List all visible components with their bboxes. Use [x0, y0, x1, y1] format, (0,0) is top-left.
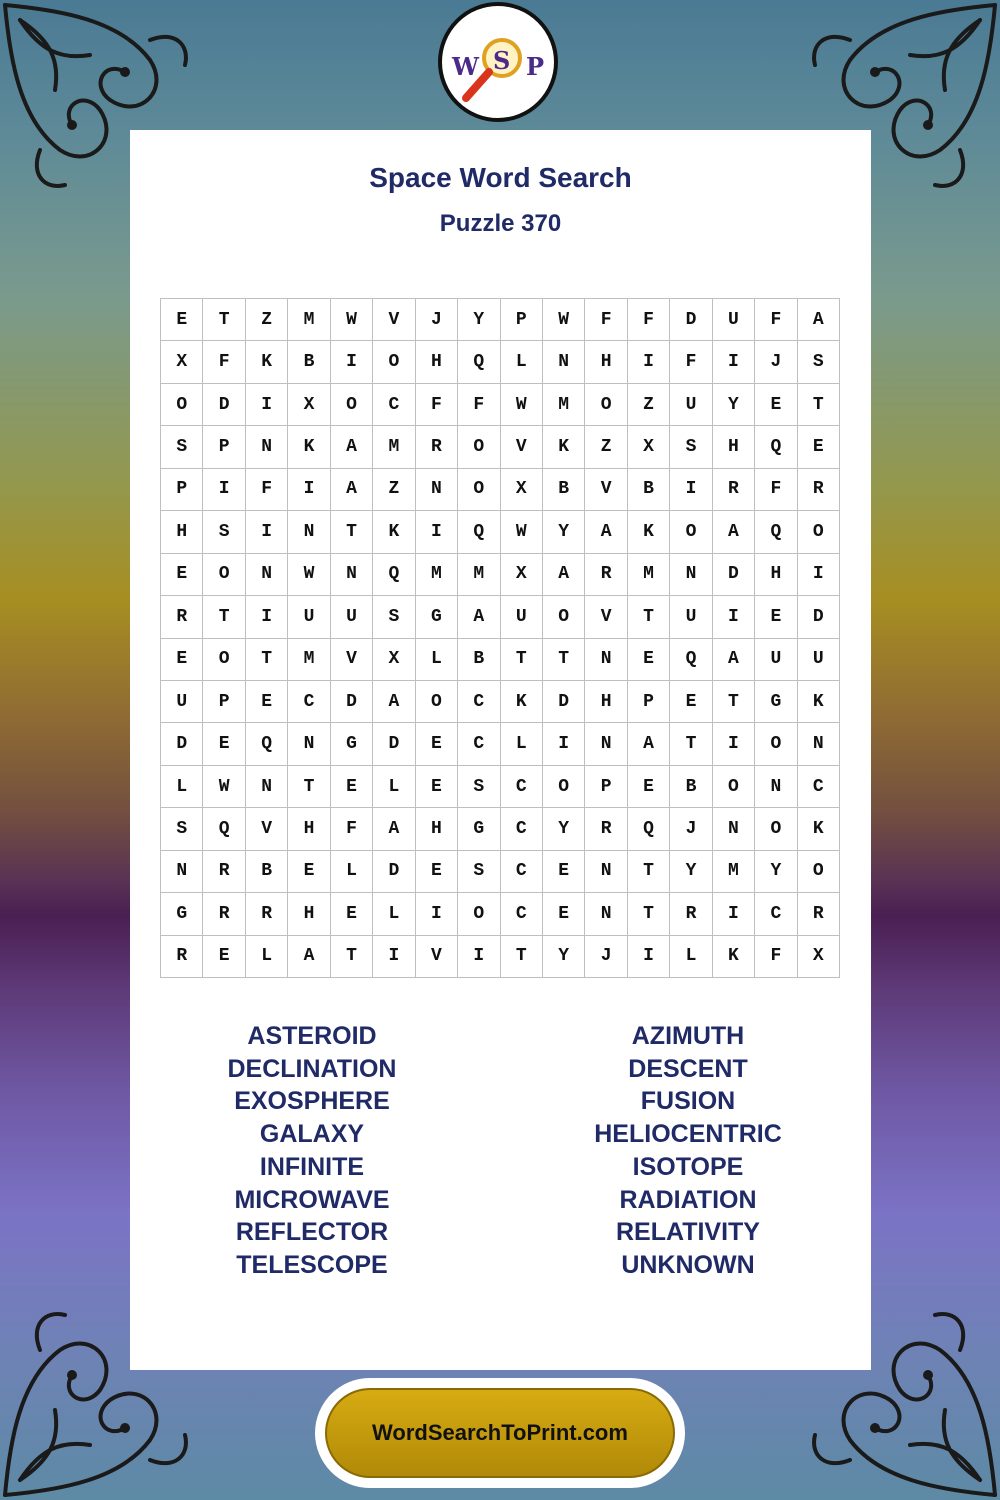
word-list-item: DESCENT — [628, 1054, 748, 1083]
grid-cell[interactable]: F — [458, 384, 500, 426]
logo-letter-p: P — [526, 52, 545, 81]
grid-cell[interactable]: B — [246, 851, 288, 893]
word-list-item: EXOSPHERE — [234, 1087, 390, 1116]
word-list-item: GALAXY — [259, 1120, 365, 1149]
grid-cell[interactable]: N — [585, 639, 627, 681]
grid-cell[interactable]: O — [713, 766, 755, 808]
grid-cell[interactable]: Z — [373, 469, 415, 511]
grid-cell[interactable]: X — [373, 639, 415, 681]
grid-cell[interactable]: R — [670, 893, 712, 935]
grid-cell[interactable]: C — [501, 851, 543, 893]
grid-cell[interactable]: P — [203, 426, 245, 468]
grid-cell[interactable]: P — [501, 299, 543, 341]
grid-cell[interactable]: C — [501, 808, 543, 850]
grid-cell[interactable]: L — [331, 851, 373, 893]
grid-cell[interactable]: H — [416, 808, 458, 850]
grid-cell[interactable]: Y — [543, 511, 585, 553]
grid-cell[interactable]: H — [288, 808, 330, 850]
grid-cell[interactable]: A — [331, 469, 373, 511]
grid-cell[interactable]: I — [416, 893, 458, 935]
grid-cell[interactable]: I — [628, 936, 670, 978]
grid-cell[interactable]: L — [373, 766, 415, 808]
grid-cell[interactable]: M — [288, 639, 330, 681]
word-list-item: TELESCOPE — [236, 1250, 388, 1279]
grid-cell[interactable]: I — [713, 341, 755, 383]
grid-cell[interactable]: U — [501, 596, 543, 638]
grid-cell[interactable]: X — [501, 554, 543, 596]
grid-cell[interactable]: S — [161, 426, 203, 468]
grid-cell[interactable]: A — [373, 681, 415, 723]
grid-cell[interactable]: I — [458, 936, 500, 978]
grid-cell[interactable]: B — [628, 469, 670, 511]
grid-cell[interactable]: I — [246, 511, 288, 553]
grid-cell[interactable]: N — [416, 469, 458, 511]
grid-cell[interactable]: J — [670, 808, 712, 850]
grid-cell[interactable]: K — [501, 681, 543, 723]
grid-cell[interactable]: C — [458, 723, 500, 765]
grid-cell[interactable]: N — [670, 554, 712, 596]
grid-cell[interactable]: F — [755, 299, 797, 341]
grid-cell[interactable]: I — [331, 341, 373, 383]
grid-cell[interactable]: V — [373, 299, 415, 341]
word-list-item: DECLINATION — [227, 1054, 397, 1083]
grid-cell[interactable]: V — [585, 596, 627, 638]
grid-cell[interactable]: E — [755, 596, 797, 638]
grid-cell[interactable]: R — [713, 469, 755, 511]
grid-cell[interactable]: H — [161, 511, 203, 553]
grid-cell[interactable]: E — [416, 851, 458, 893]
grid-cell[interactable]: N — [288, 511, 330, 553]
grid-cell[interactable]: L — [373, 893, 415, 935]
grid-cell[interactable]: D — [161, 723, 203, 765]
grid-cell[interactable]: D — [373, 723, 415, 765]
grid-cell[interactable]: T — [501, 639, 543, 681]
word-list-item: REFLECTOR — [235, 1218, 389, 1247]
grid-cell[interactable]: W — [288, 554, 330, 596]
grid-cell[interactable]: O — [543, 766, 585, 808]
grid-cell[interactable]: T — [713, 681, 755, 723]
grid-cell[interactable]: O — [161, 384, 203, 426]
grid-cell[interactable]: K — [798, 808, 840, 850]
grid-cell[interactable]: N — [246, 766, 288, 808]
grid-cell[interactable]: N — [543, 341, 585, 383]
grid-cell[interactable]: X — [798, 936, 840, 978]
grid-cell[interactable]: I — [246, 596, 288, 638]
word-list-item: INFINITE — [259, 1152, 365, 1181]
grid-cell[interactable]: F — [670, 341, 712, 383]
grid-cell[interactable]: K — [713, 936, 755, 978]
grid-cell[interactable]: B — [458, 639, 500, 681]
grid-cell[interactable]: E — [161, 299, 203, 341]
grid-cell[interactable]: U — [798, 639, 840, 681]
grid-cell[interactable]: O — [458, 426, 500, 468]
grid-cell[interactable]: P — [585, 766, 627, 808]
grid-cell[interactable]: E — [755, 384, 797, 426]
grid-cell[interactable]: H — [288, 893, 330, 935]
grid-cell[interactable]: E — [203, 936, 245, 978]
grid-cell[interactable]: S — [798, 341, 840, 383]
grid-cell[interactable]: N — [161, 851, 203, 893]
grid-cell[interactable]: Z — [585, 426, 627, 468]
grid-cell[interactable]: D — [543, 681, 585, 723]
grid-cell[interactable]: Y — [543, 936, 585, 978]
grid-cell[interactable]: W — [501, 511, 543, 553]
grid-cell[interactable]: X — [501, 469, 543, 511]
grid-cell[interactable]: O — [798, 851, 840, 893]
grid-cell[interactable]: R — [585, 808, 627, 850]
grid-cell[interactable]: S — [373, 596, 415, 638]
grid-cell[interactable]: I — [416, 511, 458, 553]
grid-cell[interactable]: N — [246, 554, 288, 596]
grid-cell[interactable]: B — [288, 341, 330, 383]
grid-cell[interactable]: Y — [713, 384, 755, 426]
grid-cell[interactable]: Y — [458, 299, 500, 341]
grid-cell[interactable]: N — [713, 808, 755, 850]
website-link-button[interactable]: WordSearchToPrint.com — [325, 1388, 675, 1478]
grid-cell[interactable]: E — [628, 639, 670, 681]
grid-cell[interactable]: T — [628, 893, 670, 935]
grid-cell[interactable]: A — [585, 511, 627, 553]
grid-cell[interactable]: O — [543, 596, 585, 638]
grid-cell[interactable]: O — [458, 469, 500, 511]
grid-cell[interactable]: S — [203, 511, 245, 553]
grid-cell[interactable]: S — [458, 766, 500, 808]
word-list-right — [538, 1020, 838, 1282]
grid-cell[interactable]: I — [628, 341, 670, 383]
grid-cell[interactable]: C — [373, 384, 415, 426]
grid-cell[interactable]: T — [628, 851, 670, 893]
grid-cell[interactable]: T — [543, 639, 585, 681]
grid-cell[interactable]: D — [798, 596, 840, 638]
grid-cell[interactable]: A — [628, 723, 670, 765]
grid-cell[interactable]: O — [755, 808, 797, 850]
word-list-item: AZIMUTH — [631, 1022, 745, 1050]
grid-cell[interactable]: M — [543, 384, 585, 426]
grid-cell[interactable]: N — [246, 426, 288, 468]
grid-cell[interactable]: Q — [458, 341, 500, 383]
grid-cell[interactable]: F — [416, 384, 458, 426]
word-list-item: UNKNOWN — [621, 1250, 755, 1279]
grid-cell[interactable]: I — [288, 469, 330, 511]
grid-cell[interactable]: M — [458, 554, 500, 596]
grid-cell[interactable]: O — [331, 384, 373, 426]
grid-cell[interactable]: M — [628, 554, 670, 596]
grid-cell[interactable]: D — [713, 554, 755, 596]
grid-cell[interactable]: E — [288, 851, 330, 893]
grid-cell[interactable]: I — [670, 469, 712, 511]
grid-cell[interactable]: N — [331, 554, 373, 596]
grid-cell[interactable]: Z — [628, 384, 670, 426]
word-list-item: ASTEROID — [247, 1022, 377, 1050]
grid-cell[interactable]: R — [246, 893, 288, 935]
grid-cell[interactable]: I — [543, 723, 585, 765]
grid-cell[interactable]: Q — [628, 808, 670, 850]
grid-cell[interactable]: I — [713, 893, 755, 935]
grid-cell[interactable]: F — [585, 299, 627, 341]
grid-cell[interactable]: Y — [755, 851, 797, 893]
grid-cell[interactable]: T — [798, 384, 840, 426]
grid-cell[interactable]: E — [246, 681, 288, 723]
grid-cell[interactable]: V — [585, 469, 627, 511]
grid-cell[interactable]: O — [203, 639, 245, 681]
grid-cell[interactable]: R — [203, 851, 245, 893]
grid-cell[interactable]: R — [798, 893, 840, 935]
grid-cell[interactable]: R — [203, 893, 245, 935]
grid-cell[interactable]: Y — [543, 808, 585, 850]
grid-cell[interactable]: H — [585, 341, 627, 383]
grid-cell[interactable]: U — [713, 299, 755, 341]
grid-cell[interactable]: R — [416, 426, 458, 468]
grid-cell[interactable]: Q — [458, 511, 500, 553]
grid-cell[interactable]: T — [331, 936, 373, 978]
grid-cell[interactable]: K — [543, 426, 585, 468]
grid-cell[interactable]: I — [798, 554, 840, 596]
grid-cell[interactable]: Q — [246, 723, 288, 765]
grid-cell[interactable]: M — [373, 426, 415, 468]
grid-cell[interactable]: L — [501, 723, 543, 765]
grid-cell[interactable]: N — [585, 893, 627, 935]
grid-cell[interactable]: U — [670, 384, 712, 426]
grid-cell[interactable]: W — [331, 299, 373, 341]
grid-cell[interactable]: W — [501, 384, 543, 426]
grid-cell[interactable]: I — [246, 384, 288, 426]
grid-cell[interactable]: F — [755, 469, 797, 511]
grid-cell[interactable]: M — [416, 554, 458, 596]
grid-cell[interactable]: N — [585, 851, 627, 893]
grid-cell[interactable]: E — [670, 681, 712, 723]
grid-cell[interactable]: A — [713, 639, 755, 681]
grid-cell[interactable]: R — [798, 469, 840, 511]
grid-cell[interactable]: Z — [246, 299, 288, 341]
grid-cell[interactable]: I — [373, 936, 415, 978]
grid-cell[interactable]: C — [798, 766, 840, 808]
grid-cell[interactable]: Q — [755, 426, 797, 468]
grid-cell[interactable]: H — [755, 554, 797, 596]
word-list-item: MICROWAVE — [234, 1185, 390, 1214]
grid-cell[interactable]: C — [501, 893, 543, 935]
grid-cell[interactable]: V — [501, 426, 543, 468]
word-list-item: ISOTOPE — [632, 1152, 744, 1181]
grid-cell[interactable]: T — [203, 299, 245, 341]
grid-cell[interactable]: W — [203, 766, 245, 808]
grid-cell[interactable]: T — [628, 596, 670, 638]
grid-cell[interactable]: E — [628, 766, 670, 808]
grid-cell[interactable]: T — [501, 936, 543, 978]
word-list-item: FUSION — [640, 1087, 736, 1116]
grid-cell[interactable]: V — [246, 808, 288, 850]
grid-cell[interactable]: C — [288, 681, 330, 723]
grid-cell[interactable]: F — [755, 936, 797, 978]
grid-cell[interactable]: K — [246, 341, 288, 383]
grid-cell[interactable]: B — [670, 766, 712, 808]
grid-cell[interactable]: X — [161, 341, 203, 383]
grid-cell[interactable]: G — [161, 893, 203, 935]
grid-cell[interactable]: N — [288, 723, 330, 765]
grid-cell[interactable]: P — [628, 681, 670, 723]
grid-cell[interactable]: J — [755, 341, 797, 383]
grid-cell[interactable]: W — [543, 299, 585, 341]
grid-cell[interactable]: P — [161, 469, 203, 511]
grid-cell[interactable]: V — [416, 936, 458, 978]
grid-cell[interactable]: A — [713, 511, 755, 553]
grid-cell[interactable]: U — [161, 681, 203, 723]
grid-cell[interactable]: V — [331, 639, 373, 681]
grid-cell[interactable]: A — [543, 554, 585, 596]
grid-cell[interactable]: A — [331, 426, 373, 468]
grid-cell[interactable]: I — [203, 469, 245, 511]
grid-cell[interactable]: E — [161, 554, 203, 596]
grid-cell[interactable]: O — [798, 511, 840, 553]
grid-cell[interactable]: R — [161, 596, 203, 638]
grid-cell[interactable]: T — [203, 596, 245, 638]
grid-cell[interactable]: T — [288, 766, 330, 808]
grid-cell[interactable]: U — [288, 596, 330, 638]
grid-cell[interactable]: G — [416, 596, 458, 638]
grid-cell[interactable]: T — [670, 723, 712, 765]
grid-cell[interactable]: Y — [670, 851, 712, 893]
grid-cell[interactable]: F — [203, 341, 245, 383]
wsp-logo — [438, 2, 558, 122]
grid-cell[interactable]: J — [585, 936, 627, 978]
grid-cell[interactable]: Q — [203, 808, 245, 850]
grid-cell[interactable]: A — [798, 299, 840, 341]
grid-cell[interactable]: T — [246, 639, 288, 681]
grid-cell[interactable]: O — [670, 511, 712, 553]
grid-cell[interactable]: M — [288, 299, 330, 341]
grid-cell[interactable]: U — [670, 596, 712, 638]
grid-cell[interactable]: D — [373, 851, 415, 893]
grid-cell[interactable]: E — [331, 766, 373, 808]
grid-cell[interactable]: Q — [670, 639, 712, 681]
grid-cell[interactable]: E — [331, 893, 373, 935]
grid-cell[interactable]: H — [416, 341, 458, 383]
grid-cell[interactable]: N — [798, 723, 840, 765]
logo-letter-s: S — [493, 46, 511, 75]
grid-cell[interactable]: I — [713, 596, 755, 638]
grid-cell[interactable]: E — [798, 426, 840, 468]
grid-cell[interactable]: E — [161, 639, 203, 681]
grid-cell[interactable]: U — [331, 596, 373, 638]
grid-cell[interactable]: C — [458, 681, 500, 723]
grid-cell[interactable]: E — [203, 723, 245, 765]
grid-cell[interactable]: L — [246, 936, 288, 978]
grid-cell[interactable]: E — [416, 766, 458, 808]
logo-letter-w: W — [452, 52, 479, 81]
grid-cell[interactable]: L — [501, 341, 543, 383]
puzzle-number: Puzzle 370 — [439, 210, 562, 237]
grid-cell[interactable]: T — [331, 511, 373, 553]
grid-cell[interactable]: H — [585, 681, 627, 723]
grid-cell[interactable]: A — [458, 596, 500, 638]
grid-cell[interactable]: X — [288, 384, 330, 426]
grid-cell[interactable]: U — [755, 639, 797, 681]
grid-cell[interactable]: F — [331, 808, 373, 850]
grid-cell[interactable]: J — [416, 299, 458, 341]
grid-cell[interactable]: G — [331, 723, 373, 765]
grid-cell[interactable]: O — [458, 893, 500, 935]
grid-cell[interactable]: F — [246, 469, 288, 511]
letter-grid[interactable] — [160, 298, 840, 978]
grid-cell[interactable]: E — [543, 851, 585, 893]
grid-cell[interactable]: B — [543, 469, 585, 511]
grid-cell[interactable]: D — [331, 681, 373, 723]
grid-cell[interactable]: R — [585, 554, 627, 596]
grid-cell[interactable]: K — [628, 511, 670, 553]
grid-cell[interactable]: N — [755, 766, 797, 808]
grid-cell[interactable]: R — [161, 936, 203, 978]
grid-cell[interactable]: S — [161, 808, 203, 850]
grid-cell[interactable]: G — [458, 808, 500, 850]
grid-cell[interactable]: K — [798, 681, 840, 723]
grid-cell[interactable]: S — [458, 851, 500, 893]
grid-cell[interactable]: A — [288, 936, 330, 978]
grid-cell[interactable]: O — [203, 554, 245, 596]
grid-cell[interactable]: S — [670, 426, 712, 468]
grid-cell[interactable]: O — [373, 341, 415, 383]
grid-cell[interactable]: H — [713, 426, 755, 468]
grid-cell[interactable]: F — [628, 299, 670, 341]
grid-cell[interactable]: E — [416, 723, 458, 765]
grid-cell[interactable]: I — [713, 723, 755, 765]
page-title: Space Word Search — [369, 162, 632, 193]
grid-cell[interactable]: Q — [755, 511, 797, 553]
grid-cell[interactable]: K — [288, 426, 330, 468]
grid-cell[interactable]: D — [203, 384, 245, 426]
grid-cell[interactable]: E — [543, 893, 585, 935]
grid-cell[interactable]: C — [755, 893, 797, 935]
grid-cell[interactable]: A — [373, 808, 415, 850]
grid-cell[interactable]: O — [585, 384, 627, 426]
grid-cell[interactable]: Q — [373, 554, 415, 596]
word-list-item: RELATIVITY — [616, 1218, 760, 1247]
grid-cell[interactable]: X — [628, 426, 670, 468]
word-list-left — [162, 1020, 462, 1282]
grid-cell[interactable]: L — [670, 936, 712, 978]
grid-cell[interactable]: K — [373, 511, 415, 553]
grid-cell[interactable]: O — [755, 723, 797, 765]
grid-cell[interactable]: L — [416, 639, 458, 681]
grid-cell[interactable]: M — [713, 851, 755, 893]
word-list-item: RADIATION — [619, 1185, 757, 1214]
grid-cell[interactable]: P — [203, 681, 245, 723]
grid-cell[interactable]: D — [670, 299, 712, 341]
grid-cell[interactable]: C — [501, 766, 543, 808]
grid-cell[interactable]: L — [161, 766, 203, 808]
grid-cell[interactable]: G — [755, 681, 797, 723]
grid-cell[interactable]: O — [416, 681, 458, 723]
word-list-item: HELIOCENTRIC — [594, 1120, 782, 1149]
grid-cell[interactable]: N — [585, 723, 627, 765]
